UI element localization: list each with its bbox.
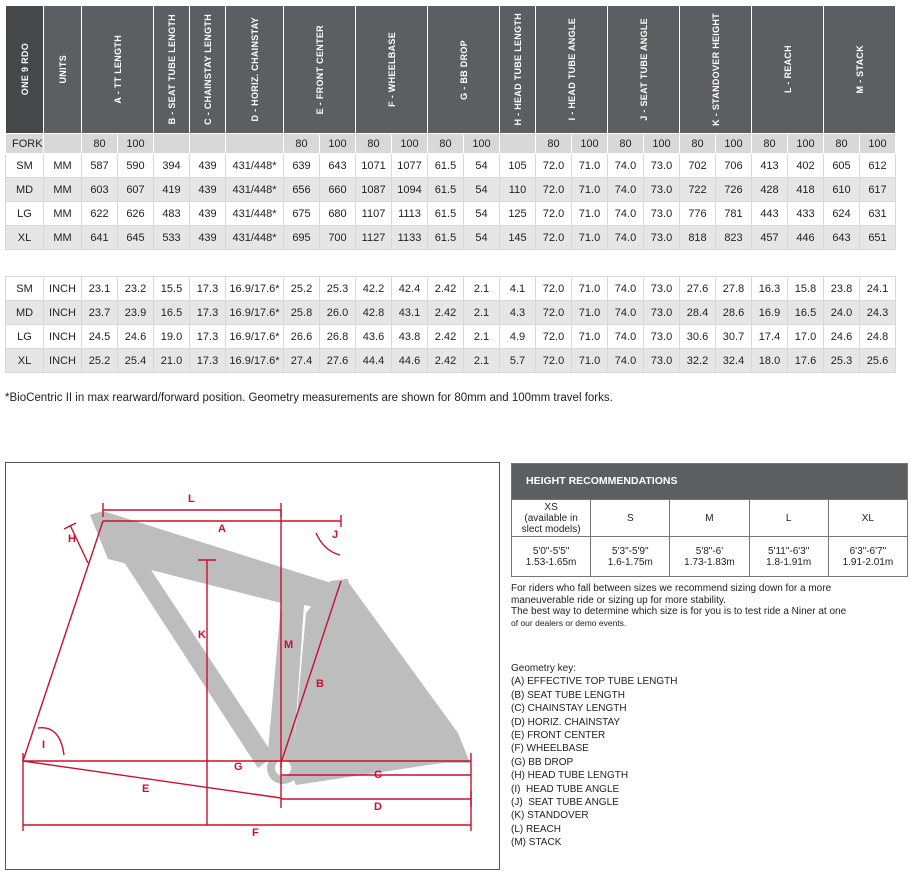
cell-value: 25.2 xyxy=(82,349,118,373)
cell-value: 73.0 xyxy=(644,226,680,250)
geometry-key-item: (E) FRONT CENTER xyxy=(511,730,606,742)
cell-value: 125 xyxy=(500,202,536,226)
cell-value: 413 xyxy=(752,154,788,178)
col-header-g: G - BB DROP xyxy=(428,6,500,134)
height-l: 5'11"-6'3" 1.8-1.91m xyxy=(749,537,828,577)
cell-value: 439 xyxy=(190,202,226,226)
cell-value: 54 xyxy=(464,226,500,250)
col-header-c: C - CHAINSTAY LENGTH xyxy=(190,6,226,134)
size-l: L xyxy=(749,500,828,537)
cell-value: 651 xyxy=(860,226,896,250)
size-s: S xyxy=(591,500,670,537)
height-xs: 5'0"-5'5" 1.53-1.65m xyxy=(512,537,591,577)
label-M: M xyxy=(284,639,294,651)
cell-value: 73.0 xyxy=(644,301,680,325)
label-F: F xyxy=(252,827,259,839)
cell-unit: INCH xyxy=(44,301,82,325)
cell-value: 73.0 xyxy=(644,202,680,226)
cell-value: 145 xyxy=(500,226,536,250)
cell-value: 43.8 xyxy=(392,325,428,349)
col-header-a: A - TT LENGTH xyxy=(82,6,154,134)
cell-value: 626 xyxy=(118,202,154,226)
col-header-i: I - HEAD TUBE ANGLE xyxy=(536,6,608,134)
cell-value: 72.0 xyxy=(536,301,572,325)
cell-value: 74.0 xyxy=(608,325,644,349)
cell-value: 24.5 xyxy=(82,325,118,349)
label-B: B xyxy=(316,678,324,690)
col-header-b: B - SEAT TUBE LENGTH xyxy=(154,6,190,134)
cell-value: 2.1 xyxy=(464,325,500,349)
cell-size: MD xyxy=(6,178,44,202)
cell-value: 61.5 xyxy=(428,226,464,250)
geometry-key-item: (G) BB DROP xyxy=(511,756,574,768)
cell-value: 16.3 xyxy=(752,277,788,301)
cell-value: 32.4 xyxy=(716,349,752,373)
cell-value: 24.1 xyxy=(860,277,896,301)
cell-value: 590 xyxy=(118,154,154,178)
cell-value: 439 xyxy=(190,226,226,250)
fork-100: 100 xyxy=(716,134,752,154)
geometry-key-item: (D) HORIZ. CHAINSTAY xyxy=(511,716,621,728)
cell-value: 726 xyxy=(716,178,752,202)
cell-value: 17.3 xyxy=(190,349,226,373)
label-A: A xyxy=(218,523,226,535)
cell-unit: INCH xyxy=(44,277,82,301)
cell-value: 18.0 xyxy=(752,349,788,373)
height-m: 5'8"-6' 1.73-1.83m xyxy=(670,537,749,577)
fork-80: 80 xyxy=(428,134,464,154)
cell-value: 24.6 xyxy=(824,325,860,349)
size-xs: XS (available in slect models) xyxy=(512,500,591,537)
cell-value: 73.0 xyxy=(644,325,680,349)
cell-value: 645 xyxy=(118,226,154,250)
cell-value: 72.0 xyxy=(536,178,572,202)
cell-value: 61.5 xyxy=(428,202,464,226)
cell-value: 2.1 xyxy=(464,301,500,325)
cell-value: 695 xyxy=(284,226,320,250)
cell-value: 419 xyxy=(154,178,190,202)
label-D: D xyxy=(374,801,382,813)
cell-value: 23.8 xyxy=(824,277,860,301)
cell-value: 74.0 xyxy=(608,226,644,250)
cell-value: 776 xyxy=(680,202,716,226)
cell-value: 23.7 xyxy=(82,301,118,325)
cell-value: 16.5 xyxy=(154,301,190,325)
cell-value: 28.6 xyxy=(716,301,752,325)
fork-empty xyxy=(226,134,284,154)
cell-value: 643 xyxy=(320,154,356,178)
label-C: C xyxy=(374,769,382,781)
col-header-j: J - SEAT TUBE ANGLE xyxy=(608,6,680,134)
fork-80: 80 xyxy=(82,134,118,154)
cell-value: 431/448* xyxy=(226,226,284,250)
cell-value: 610 xyxy=(824,178,860,202)
geometry-table-inch xyxy=(5,276,896,373)
cell-value: 4.1 xyxy=(500,277,536,301)
cell-value: 17.0 xyxy=(788,325,824,349)
cell-value: 16.9/17.6* xyxy=(226,349,284,373)
cell-value: 72.0 xyxy=(536,325,572,349)
cell-value: 25.3 xyxy=(320,277,356,301)
cell-value: 72.0 xyxy=(536,202,572,226)
cell-value: 4.9 xyxy=(500,325,536,349)
size-xl: XL xyxy=(828,500,907,537)
geometry-table-mm xyxy=(5,5,896,250)
cell-value: 61.5 xyxy=(428,154,464,178)
cell-value: 71.0 xyxy=(572,349,608,373)
table-row xyxy=(6,301,896,325)
fork-100: 100 xyxy=(572,134,608,154)
cell-value: 71.0 xyxy=(572,202,608,226)
cell-value: 61.5 xyxy=(428,178,464,202)
cell-value: 431/448* xyxy=(226,154,284,178)
cell-value: 16.9 xyxy=(752,301,788,325)
cell-value: 54 xyxy=(464,202,500,226)
table-header-row xyxy=(6,6,896,134)
bike-frame-shape xyxy=(90,511,470,785)
cell-value: 105 xyxy=(500,154,536,178)
cell-value: 71.0 xyxy=(572,226,608,250)
fork-100: 100 xyxy=(392,134,428,154)
cell-value: 71.0 xyxy=(572,301,608,325)
cell-value: 25.8 xyxy=(284,301,320,325)
table-row xyxy=(6,178,896,202)
geometry-key xyxy=(511,662,678,850)
cell-value: 71.0 xyxy=(572,178,608,202)
cell-value: 25.6 xyxy=(860,349,896,373)
height-rec-title: HEIGHT RECOMMENDATIONS xyxy=(512,464,908,500)
cell-value: 446 xyxy=(788,226,824,250)
cell-value: 402 xyxy=(788,154,824,178)
fork-80: 80 xyxy=(356,134,392,154)
cell-value: 72.0 xyxy=(536,349,572,373)
fork-row xyxy=(6,134,896,154)
label-I: I xyxy=(42,739,46,751)
cell-unit: MM xyxy=(44,178,82,202)
cell-value: 24.3 xyxy=(860,301,896,325)
label-K: K xyxy=(198,629,206,641)
cell-unit: MM xyxy=(44,154,82,178)
cell-value: 16.9/17.6* xyxy=(226,277,284,301)
cell-value: 25.2 xyxy=(284,277,320,301)
cell-value: 656 xyxy=(284,178,320,202)
col-header-l: L - REACH xyxy=(752,6,824,134)
geometry-key-item: (K) STANDOVER xyxy=(511,810,589,822)
cell-value: 73.0 xyxy=(644,178,680,202)
cell-unit: MM xyxy=(44,226,82,250)
cell-value: 818 xyxy=(680,226,716,250)
cell-value: 32.2 xyxy=(680,349,716,373)
fork-empty xyxy=(44,134,82,154)
geometry-key-item: (F) WHEELBASE xyxy=(511,743,589,755)
cell-value: 394 xyxy=(154,154,190,178)
fork-empty xyxy=(500,134,536,154)
geometry-key-item: (C) CHAINSTAY LENGTH xyxy=(511,703,627,715)
frame-drawing xyxy=(6,463,501,871)
cell-value: 439 xyxy=(190,154,226,178)
cell-value: 25.3 xyxy=(824,349,860,373)
cell-value: 23.1 xyxy=(82,277,118,301)
geometry-key-item: (J) SEAT TUBE ANGLE xyxy=(511,797,619,809)
cell-value: 16.9/17.6* xyxy=(226,301,284,325)
fork-100: 100 xyxy=(644,134,680,154)
fork-100: 100 xyxy=(464,134,500,154)
cell-value: 433 xyxy=(788,202,824,226)
cell-value: 1107 xyxy=(356,202,392,226)
cell-value: 457 xyxy=(752,226,788,250)
cell-value: 624 xyxy=(824,202,860,226)
model-header: ONE 9 RDO xyxy=(6,6,44,134)
cell-value: 603 xyxy=(82,178,118,202)
cell-value: 72.0 xyxy=(536,154,572,178)
fork-100: 100 xyxy=(788,134,824,154)
cell-value: 16.9/17.6* xyxy=(226,325,284,349)
size-m: M xyxy=(670,500,749,537)
cell-value: 44.6 xyxy=(392,349,428,373)
cell-value: 533 xyxy=(154,226,190,250)
cell-value: 24.0 xyxy=(824,301,860,325)
label-E: E xyxy=(142,783,150,795)
cell-value: 110 xyxy=(500,178,536,202)
cell-value: 17.4 xyxy=(752,325,788,349)
cell-value: 439 xyxy=(190,178,226,202)
cell-value: 16.5 xyxy=(788,301,824,325)
cell-size: LG xyxy=(6,202,44,226)
cell-value: 2.42 xyxy=(428,277,464,301)
cell-value: 71.0 xyxy=(572,154,608,178)
cell-value: 17.3 xyxy=(190,277,226,301)
cell-value: 26.8 xyxy=(320,325,356,349)
table-row xyxy=(6,277,896,301)
cell-value: 5.7 xyxy=(500,349,536,373)
cell-value: 660 xyxy=(320,178,356,202)
cell-unit: INCH xyxy=(44,325,82,349)
cell-value: 24.8 xyxy=(860,325,896,349)
cell-value: 823 xyxy=(716,226,752,250)
cell-value: 28.4 xyxy=(680,301,716,325)
cell-value: 74.0 xyxy=(608,301,644,325)
fork-80: 80 xyxy=(608,134,644,154)
cell-value: 27.4 xyxy=(284,349,320,373)
cell-value: 2.42 xyxy=(428,325,464,349)
cell-value: 72.0 xyxy=(536,226,572,250)
cell-value: 431/448* xyxy=(226,178,284,202)
cell-value: 639 xyxy=(284,154,320,178)
cell-value: 15.5 xyxy=(154,277,190,301)
cell-value: 722 xyxy=(680,178,716,202)
col-header-f: F - WHEELBASE xyxy=(356,6,428,134)
frame-geometry-diagram xyxy=(5,462,500,870)
geometry-key-item: (B) SEAT TUBE LENGTH xyxy=(511,689,625,701)
cell-value: 17.6 xyxy=(788,349,824,373)
cell-value: 73.0 xyxy=(644,277,680,301)
geometry-key-title: Geometry key: xyxy=(511,663,577,674)
cell-value: 74.0 xyxy=(608,349,644,373)
footnote: *BioCentric II in max rearward/forward position. Geometry measurements are shown for 80mm and 100mm travel forks. xyxy=(5,392,613,404)
cell-value: 44.4 xyxy=(356,349,392,373)
geometry-key-item: (I) HEAD TUBE ANGLE xyxy=(511,783,620,795)
fork-80: 80 xyxy=(824,134,860,154)
label-H: H xyxy=(68,533,76,545)
cell-value: 587 xyxy=(82,154,118,178)
cell-value: 1113 xyxy=(392,202,428,226)
cell-value: 21.0 xyxy=(154,349,190,373)
cell-size: SM xyxy=(6,154,44,178)
col-header-d: D - HORIZ. CHAINSTAY xyxy=(226,6,284,134)
cell-value: 631 xyxy=(860,202,896,226)
table-row xyxy=(6,226,896,250)
cell-value: 1087 xyxy=(356,178,392,202)
height-xl: 6'3"-6'7" 1.91-2.01m xyxy=(828,537,907,577)
cell-value: 24.6 xyxy=(118,325,154,349)
cell-value: 1094 xyxy=(392,178,428,202)
cell-value: 43.1 xyxy=(392,301,428,325)
cell-value: 25.4 xyxy=(118,349,154,373)
table-row xyxy=(6,349,896,373)
cell-value: 17.3 xyxy=(190,301,226,325)
cell-value: 43.6 xyxy=(356,325,392,349)
cell-value: 4.3 xyxy=(500,301,536,325)
size-row xyxy=(512,500,908,537)
cell-value: 71.0 xyxy=(572,277,608,301)
cell-value: 30.6 xyxy=(680,325,716,349)
col-header-h: H - HEAD TUBE LENGTH xyxy=(500,6,536,134)
cell-value: 27.8 xyxy=(716,277,752,301)
cell-value: 1071 xyxy=(356,154,392,178)
geometry-key-item: (M) STACK xyxy=(511,837,562,849)
cell-value: 781 xyxy=(716,202,752,226)
cell-value: 19.0 xyxy=(154,325,190,349)
cell-value: 72.0 xyxy=(536,277,572,301)
cell-value: 428 xyxy=(752,178,788,202)
cell-value: 612 xyxy=(860,154,896,178)
fork-empty xyxy=(190,134,226,154)
cell-value: 1077 xyxy=(392,154,428,178)
cell-value: 706 xyxy=(716,154,752,178)
units-header: UNITS xyxy=(44,6,82,134)
cell-value: 607 xyxy=(118,178,154,202)
cell-size: XL xyxy=(6,349,44,373)
cell-value: 622 xyxy=(82,202,118,226)
geometry-key-item: (H) HEAD TUBE LENGTH xyxy=(511,770,629,782)
height-row xyxy=(512,537,908,577)
cell-value: 27.6 xyxy=(680,277,716,301)
cell-size: MD xyxy=(6,301,44,325)
height-s: 5'3"-5'9" 1.6-1.75m xyxy=(591,537,670,577)
cell-value: 418 xyxy=(788,178,824,202)
cell-value: 73.0 xyxy=(644,349,680,373)
cell-value: 71.0 xyxy=(572,325,608,349)
fork-100: 100 xyxy=(320,134,356,154)
cell-value: 15.8 xyxy=(788,277,824,301)
cell-value: 26.0 xyxy=(320,301,356,325)
fork-80: 80 xyxy=(284,134,320,154)
table-row xyxy=(6,325,896,349)
cell-value: 443 xyxy=(752,202,788,226)
cell-value: 27.6 xyxy=(320,349,356,373)
cell-size: LG xyxy=(6,325,44,349)
cell-value: 23.2 xyxy=(118,277,154,301)
cell-value: 2.42 xyxy=(428,301,464,325)
cell-value: 1127 xyxy=(356,226,392,250)
fork-100: 100 xyxy=(860,134,896,154)
cell-size: SM xyxy=(6,277,44,301)
geometry-key-item: (L) REACH xyxy=(511,823,562,835)
cell-size: XL xyxy=(6,226,44,250)
fork-80: 80 xyxy=(680,134,716,154)
cell-value: 54 xyxy=(464,154,500,178)
cell-value: 73.0 xyxy=(644,154,680,178)
cell-value: 26.6 xyxy=(284,325,320,349)
cell-value: 42.8 xyxy=(356,301,392,325)
cell-value: 617 xyxy=(860,178,896,202)
cell-value: 2.42 xyxy=(428,349,464,373)
fork-empty xyxy=(154,134,190,154)
geometry-key-item: (A) EFFECTIVE TOP TUBE LENGTH xyxy=(511,676,678,688)
col-header-k: K - STANDOVER HEIGHT xyxy=(680,6,752,134)
cell-value: 702 xyxy=(680,154,716,178)
sizing-advice: For riders who fall between sizes we recommend sizing down for a more maneuverable ride or sizing up for more stability. The best way to determine which size is for you is to test ride a Niner at one of our dealers or demo events. xyxy=(511,583,847,628)
label-L: L xyxy=(188,493,195,505)
cell-value: 74.0 xyxy=(608,178,644,202)
cell-value: 42.4 xyxy=(392,277,428,301)
cell-value: 700 xyxy=(320,226,356,250)
cell-value: 643 xyxy=(824,226,860,250)
cell-value: 2.1 xyxy=(464,277,500,301)
cell-value: 30.7 xyxy=(716,325,752,349)
fork-label: FORK xyxy=(6,134,44,154)
table-row xyxy=(6,202,896,226)
col-header-e: E - FRONT CENTER xyxy=(284,6,356,134)
cell-value: 74.0 xyxy=(608,277,644,301)
cell-unit: MM xyxy=(44,202,82,226)
cell-value: 483 xyxy=(154,202,190,226)
label-J: J xyxy=(332,529,339,541)
cell-value: 74.0 xyxy=(608,154,644,178)
cell-value: 42.2 xyxy=(356,277,392,301)
fork-80: 80 xyxy=(752,134,788,154)
cell-value: 74.0 xyxy=(608,202,644,226)
col-header-m: M - STACK xyxy=(824,6,896,134)
cell-value: 641 xyxy=(82,226,118,250)
height-recommendations-table xyxy=(511,463,908,577)
table-row xyxy=(6,154,896,178)
cell-value: 17.3 xyxy=(190,325,226,349)
cell-value: 680 xyxy=(320,202,356,226)
cell-value: 23.9 xyxy=(118,301,154,325)
cell-value: 431/448* xyxy=(226,202,284,226)
fork-80: 80 xyxy=(536,134,572,154)
cell-value: 54 xyxy=(464,178,500,202)
cell-value: 605 xyxy=(824,154,860,178)
cell-unit: INCH xyxy=(44,349,82,373)
label-G: G xyxy=(234,761,243,773)
cell-value: 1133 xyxy=(392,226,428,250)
fork-100: 100 xyxy=(118,134,154,154)
cell-value: 675 xyxy=(284,202,320,226)
cell-value: 2.1 xyxy=(464,349,500,373)
